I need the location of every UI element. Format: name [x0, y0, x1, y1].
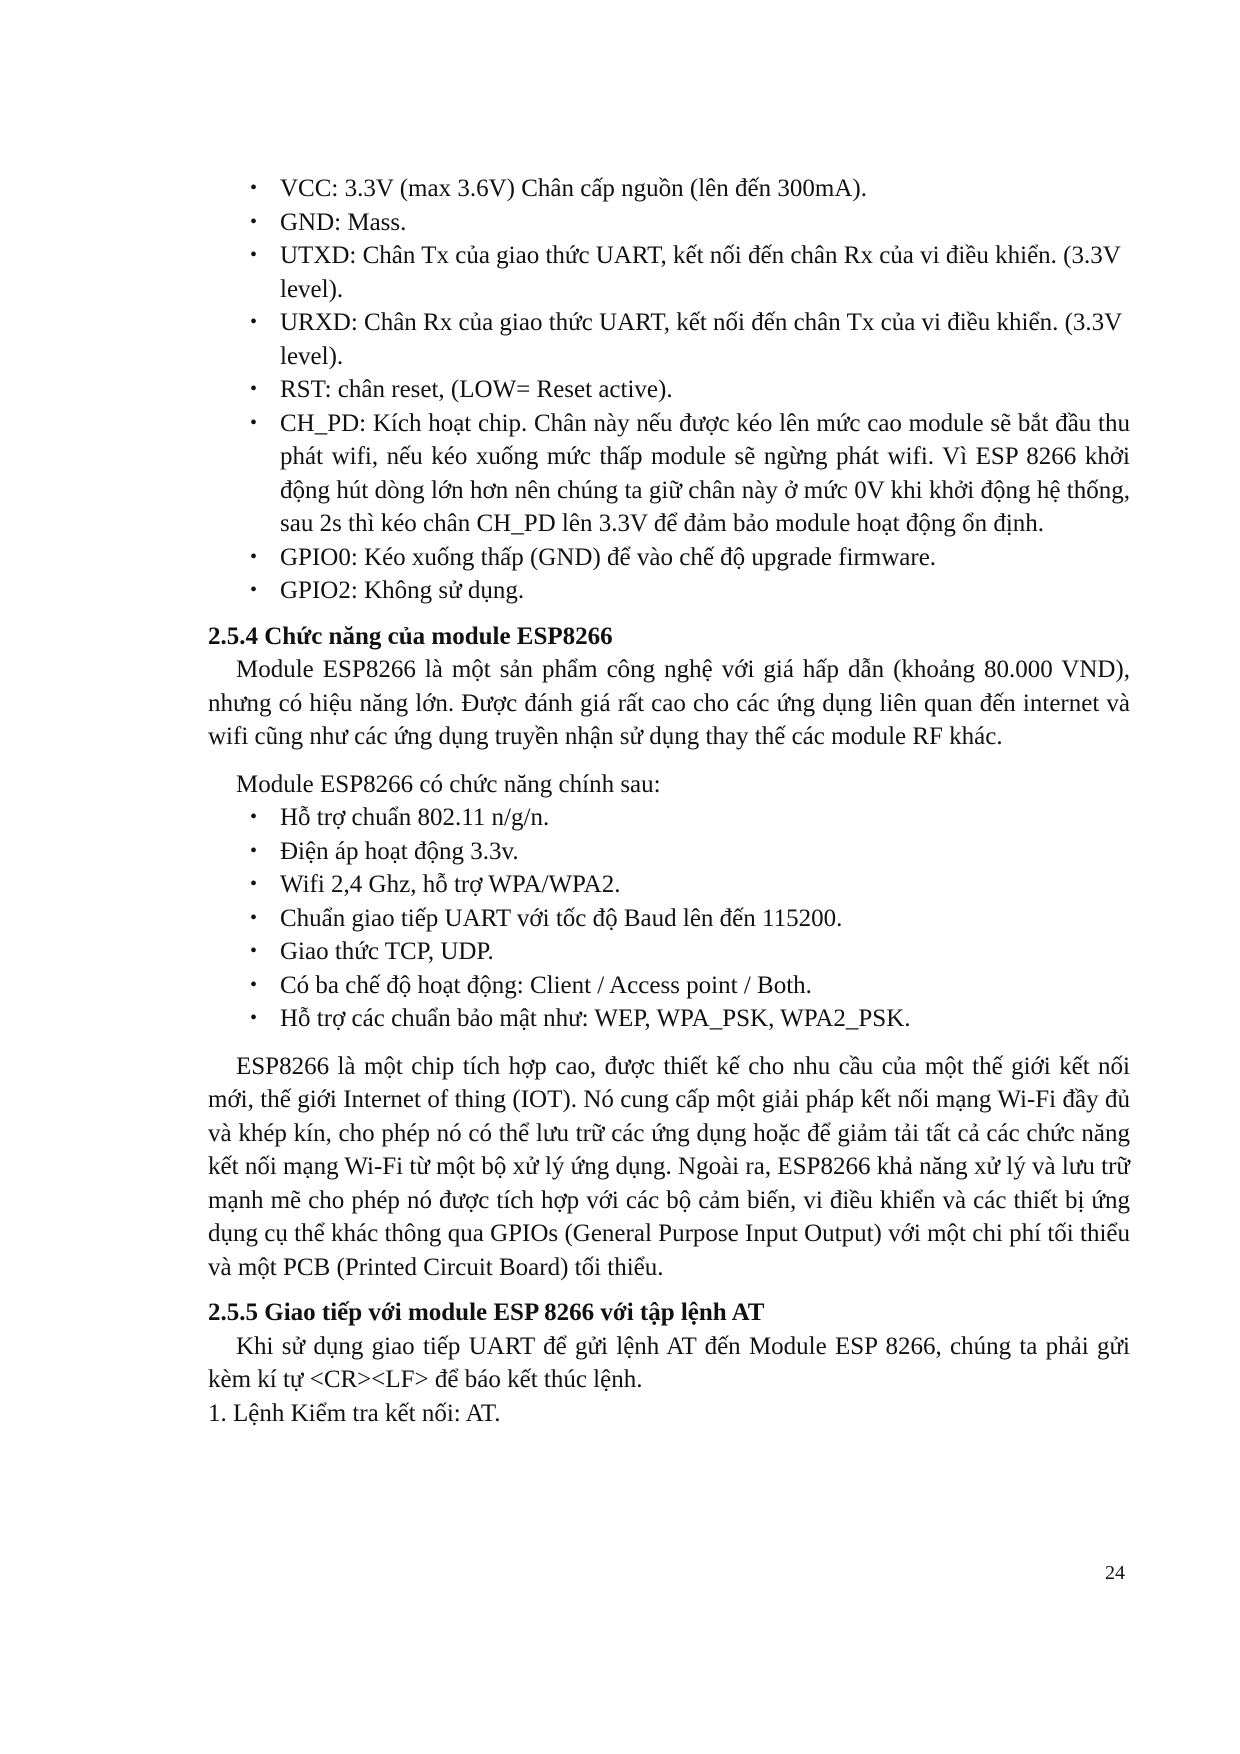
paragraph-esp8266-description: ESP8266 là một chip tích hợp cao, được thiết kế cho nhu cầu của một thế giới kết nối mới, thế giới Internet of thing (IOT). Nó cung cấp một giải pháp kết nối mạng Wi-Fi đầy đủ và khép kín, cho phép nó có thể lưu trữ các ứng dụng hoặc để giảm tải tất cả các chức năng kết nối mạng Wi-Fi từ một bộ xử lý ứng dụng. Ngoài ra, ESP8266 khả năng xử lý và lưu trữ mạnh mẽ cho phép nó được tích hợp với các bộ cảm biến, vi điều khiển và các thiết bị ứng dụng cụ thể khác thông qua GPIOs (General Purpose Input Output) với một chi phí tối thiểu và một PCB (Printed Circuit Board) tối thiểu.: [208, 1052, 1130, 1281]
list-item: [208, 541, 1130, 575]
list-item: [208, 969, 1130, 1003]
list-item: [208, 935, 1130, 969]
list-item: [208, 172, 1130, 206]
pin-list: [208, 172, 1130, 608]
pin-ch-pd: CH_PD: Kích hoạt chip. Chân này nếu được kéo lên mức cao module sẽ bắt đầu thu phát wifi, nếu kéo xuống mức thấp module sẽ ngừng phát wifi. Vì ESP 8266 khởi động hút dòng lớn hơn nên chúng ta giữ chân này ở mức 0V khi khởi động hệ thống, sau 2s thì kéo chân CH_PD lên 3.3V để đảm bảo module hoạt động ổn định.: [280, 409, 1130, 537]
list-item: [208, 239, 1130, 306]
list-item: [208, 835, 1130, 869]
list-item: [208, 373, 1130, 407]
feature-item: Giao thức TCP, UDP.: [280, 938, 494, 965]
section-heading-2-5-4: 2.5.4 Chức năng của module ESP8266: [208, 622, 613, 650]
list-item: [208, 407, 1130, 541]
bullet-icon: •: [250, 1007, 258, 1029]
bullet-icon: •: [250, 839, 258, 862]
list-item: [208, 574, 1130, 608]
bullet-icon: •: [250, 177, 258, 199]
pin-urxd: URXD: Chân Rx của giao thức UART, kết nối đến chân Tx của vi điều khiển. (3.3V level).: [280, 309, 1122, 370]
list-item: [208, 306, 1130, 373]
list-item: [208, 902, 1130, 936]
feature-item: Wifi 2,4 Ghz, hỗ trợ WPA/WPA2.: [280, 871, 621, 898]
pin-rst: RST: chân reset, (LOW= Reset active).: [280, 376, 673, 403]
feature-item: Điện áp hoạt động 3.3v.: [280, 837, 519, 865]
list-item: [208, 868, 1130, 902]
paragraph-intro: Module ESP8266 là một sản phẩm công nghệ với giá hấp dẫn (khoảng 80.000 VND), nhưng có hiệu năng lớn. Được đánh giá rất cao cho các ứng dụng liên quan đến internet và wifi cũng như các ứng dụng truyền nhận sử dụng thay thế các module RF khác.: [208, 656, 1130, 750]
bullet-icon: •: [250, 311, 258, 333]
section-heading-2-5-5: 2.5.5 Giao tiếp với module ESP 8266 với tập lệnh AT: [208, 1299, 765, 1326]
bullet-icon: •: [250, 411, 258, 434]
bullet-icon: •: [250, 210, 258, 233]
page-number: 24: [1105, 1562, 1125, 1584]
bullet-icon: •: [250, 579, 258, 601]
page-content: [208, 172, 1130, 1430]
feature-item: Chuẩn giao tiếp UART với tốc độ Baud lên đến 115200.: [280, 904, 843, 932]
list-item: [208, 206, 1130, 240]
bullet-icon: •: [250, 973, 258, 996]
bullet-icon: •: [250, 873, 258, 895]
paragraph-functions-lead: Module ESP8266 có chức năng chính sau:: [236, 770, 661, 798]
pin-gpio2: GPIO2: Không sử dụng.: [280, 577, 525, 604]
list-item: [208, 1002, 1130, 1036]
feature-item: Có ba chế độ hoạt động: Client / Access point / Both.: [280, 971, 812, 999]
bullet-icon: •: [250, 906, 258, 929]
feature-item: Hỗ trợ các chuẩn bảo mật như: WEP, WPA_PSK, WPA2_PSK.: [280, 1005, 911, 1032]
bullet-icon: •: [250, 378, 258, 400]
pin-vcc: VCC: 3.3V (max 3.6V) Chân cấp nguồn (lên đến 300mA).: [280, 175, 867, 202]
at-command-line: 1. Lệnh Kiểm tra kết nối: AT.: [208, 1399, 501, 1427]
paragraph-uart-at: Khi sử dụng giao tiếp UART để gửi lệnh AT đến Module ESP 8266, chúng ta phải gửi kèm kí tự <CR><LF> để báo kết thúc lệnh.: [208, 1332, 1130, 1393]
bullet-icon: •: [250, 806, 258, 828]
bullet-icon: •: [250, 545, 258, 568]
feature-item: Hỗ trợ chuẩn 802.11 n/g/n.: [280, 804, 550, 831]
list-item: [208, 801, 1130, 835]
pin-utxd: UTXD: Chân Tx của giao thức UART, kết nối đến chân Rx của vi điều khiển. (3.3V level).: [280, 242, 1121, 303]
bullet-icon: •: [250, 244, 258, 266]
pin-gpio0: GPIO0: Kéo xuống thấp (GND) để vào chế độ upgrade firmware.: [280, 543, 937, 571]
bullet-icon: •: [250, 940, 258, 962]
feature-list: [208, 801, 1130, 1036]
pin-gnd: GND: Mass.: [280, 208, 407, 236]
